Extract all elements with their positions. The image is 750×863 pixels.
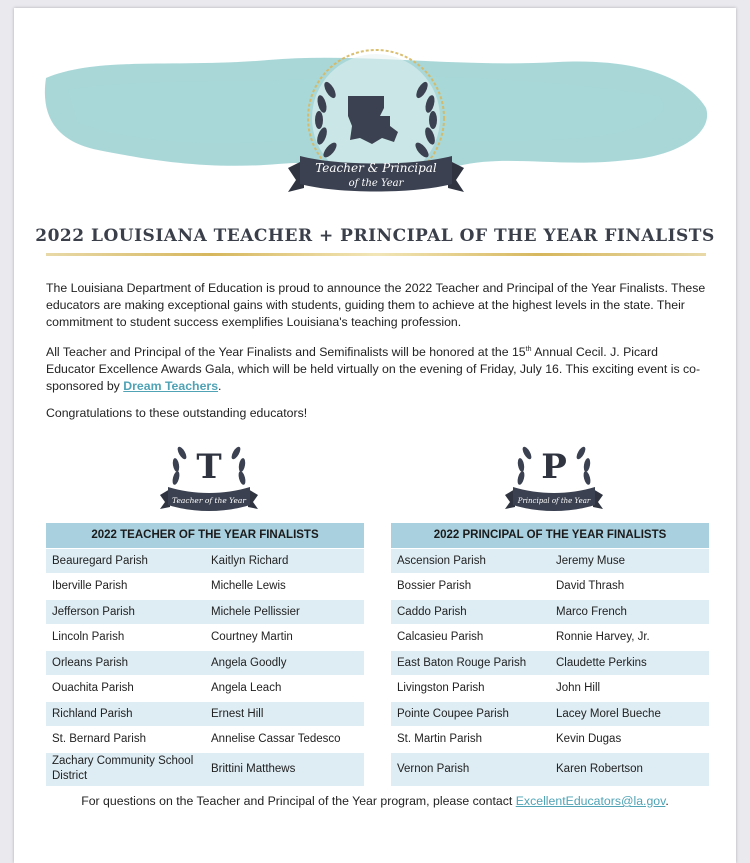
table-row [391,548,709,574]
parish-cell: Richland Parish [46,701,205,727]
ribbon-text-line2: of the Year [348,178,404,189]
parish-cell: St. Bernard Parish [46,727,205,753]
parish-cell: Pointe Coupee Parish [391,701,550,727]
parish-cell: Jefferson Parish [46,599,205,625]
principal-badge-caption: Principal of the Year [517,497,591,505]
name-cell: Marco French [550,599,709,625]
table-row [391,752,709,786]
intro-paragraph-2: All Teacher and Principal of the Year Finalists and Semifinalists will be honored at the 15th Annual Cecil. J. Picard Educator Excellence Awards Gala, which will be held virtually on the evening of Friday, July 16. This exciting event is co-sponsored by Dream Teachers. [46,345,701,394]
teacher-table-header: 2022 TEACHER OF THE YEAR FINALISTS [46,523,364,548]
name-cell: Angela Goodly [205,650,364,676]
banner-logo [38,38,714,218]
table-row [46,752,364,786]
intro-paragraph-3: Congratulations to these outstanding educators! [46,406,308,420]
table-row [46,599,364,625]
parish-cell: Bossier Parish [391,574,550,600]
table-row [46,650,364,676]
table-row [46,574,364,600]
name-cell: Courtney Martin [205,625,364,651]
parish-cell: Zachary Community School District [46,752,205,786]
parish-cell: Caddo Parish [391,599,550,625]
table-row [46,625,364,651]
contact-line: For questions on the Teacher and Principal of the Year program, please contact ExcellentEducators@la.gov. [81,794,669,808]
table-row [391,701,709,727]
parish-cell: Calcasieu Parish [391,625,550,651]
principal-finalists-table [391,523,709,786]
name-cell: John Hill [550,676,709,702]
teacher-badge-icon [154,433,264,515]
parish-cell: Beauregard Parish [46,548,205,574]
name-cell: Claudette Perkins [550,650,709,676]
name-cell: Kevin Dugas [550,727,709,753]
table-row [391,676,709,702]
intro-paragraph-1: The Louisiana Department of Education is proud to announce the 2022 Teacher and Principal of the Year Finalists. These educators are making exceptional gains with students, guiding them to achieve at the highest levels in the state. Their commitment to student success exemplifies Louisiana's teaching profession. [46,281,706,329]
table-row [46,676,364,702]
document-page [14,8,736,863]
table-row [391,599,709,625]
parish-cell: East Baton Rouge Parish [391,650,550,676]
dream-teachers-link[interactable]: Dream Teachers [123,379,219,394]
name-cell: Michelle Lewis [205,574,364,600]
parish-cell: Iberville Parish [46,574,205,600]
name-cell: Michele Pellissier [205,599,364,625]
table-row [391,625,709,651]
name-cell: Angela Leach [205,676,364,702]
principal-badge-letter: P [541,447,567,487]
name-cell: Kaitlyn Richard [205,548,364,574]
parish-cell: St. Martin Parish [391,727,550,753]
table-row [46,701,364,727]
table-row [46,727,364,753]
contact-email-link[interactable]: ExcellentEducators@la.gov [515,794,666,808]
parish-cell: Lincoln Parish [46,625,205,651]
name-cell: Brittini Matthews [205,752,364,786]
table-row [391,574,709,600]
ribbon-text-line1: Teacher & Principal [315,161,437,175]
teacher-finalists-table [46,523,364,786]
principal-table-header: 2022 PRINCIPAL OF THE YEAR FINALISTS [391,523,709,548]
name-cell: Karen Robertson [550,752,709,786]
parish-cell: Ascension Parish [391,548,550,574]
name-cell: Ernest Hill [205,701,364,727]
table-row [391,727,709,753]
parish-cell: Vernon Parish [391,752,550,786]
table-row [46,548,364,574]
name-cell: David Thrash [550,574,709,600]
principal-badge-icon [499,433,609,515]
title-divider [46,253,706,256]
name-cell: Ronnie Harvey, Jr. [550,625,709,651]
name-cell: Lacey Morel Bueche [550,701,709,727]
table-row [391,650,709,676]
parish-cell: Orleans Parish [46,650,205,676]
page-title: 2022 LOUISIANA TEACHER + PRINCIPAL OF THE YEAR FINALISTS [35,226,715,246]
parish-cell: Livingston Parish [391,676,550,702]
parish-cell: Ouachita Parish [46,676,205,702]
teacher-badge-letter: T [196,447,222,487]
name-cell: Jeremy Muse [550,548,709,574]
name-cell: Annelise Cassar Tedesco [205,727,364,753]
teacher-badge-caption: Teacher of the Year [172,496,246,505]
